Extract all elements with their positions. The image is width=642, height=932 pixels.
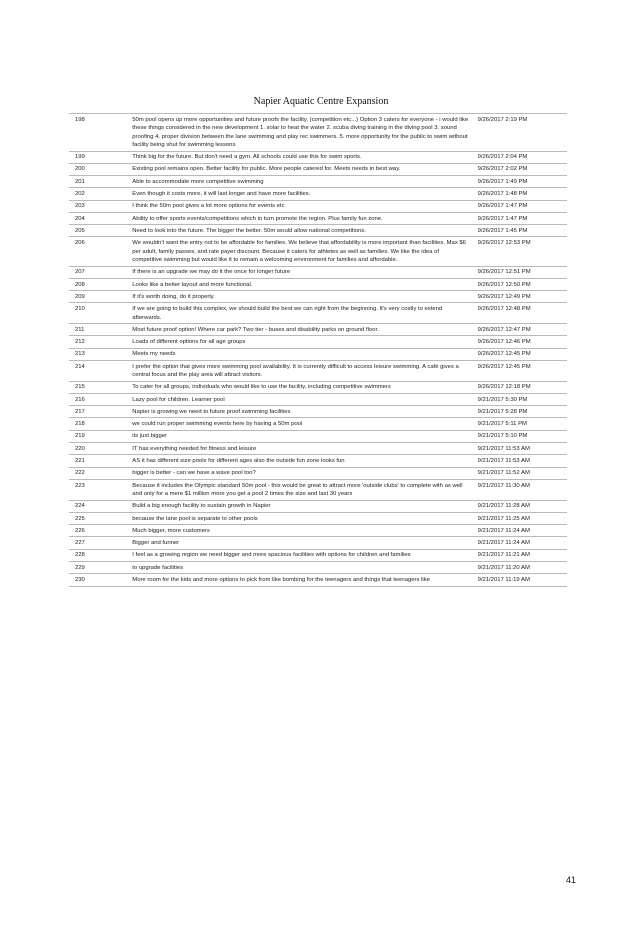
response-text: More room for the kids and more options to pick from like bombing for the teenagers and things that teenagers like bbox=[130, 574, 475, 586]
table-row bbox=[69, 443, 567, 455]
response-number: 205 bbox=[69, 225, 130, 237]
response-number: 201 bbox=[69, 176, 130, 188]
table-row bbox=[69, 336, 567, 348]
response-text: Even though it costs more, it will last longer and have more facilities. bbox=[130, 188, 475, 200]
response-number: 206 bbox=[69, 237, 130, 266]
response-text: Able to accommodate more competitive swimming bbox=[130, 176, 475, 188]
table-row bbox=[69, 393, 567, 405]
response-number: 203 bbox=[69, 200, 130, 212]
table-row bbox=[69, 574, 567, 586]
response-number: 223 bbox=[69, 479, 130, 500]
response-date: 9/26/2017 12:49 PM bbox=[476, 291, 567, 303]
response-number: 226 bbox=[69, 525, 130, 537]
response-text: Meets my needs bbox=[130, 348, 475, 360]
table-row bbox=[69, 561, 567, 573]
table-row bbox=[69, 266, 567, 278]
response-text: Ability to offer sports events/competitions which in turn promote the region. Plus family fun zone. bbox=[130, 212, 475, 224]
response-number: 217 bbox=[69, 406, 130, 418]
response-date: 9/26/2017 12:45 PM bbox=[476, 360, 567, 381]
response-date: 9/26/2017 12:18 PM bbox=[476, 381, 567, 393]
table-row bbox=[69, 500, 567, 512]
response-text: I think the 50m pool gives a lot more options for events etc bbox=[130, 200, 475, 212]
response-date: 9/26/2017 1:47 PM bbox=[476, 200, 567, 212]
response-number: 224 bbox=[69, 500, 130, 512]
response-text: because the lane pool is separate to other pools bbox=[130, 512, 475, 524]
response-number: 211 bbox=[69, 324, 130, 336]
responses-table bbox=[69, 113, 567, 587]
response-date: 9/26/2017 12:46 PM bbox=[476, 336, 567, 348]
response-date: 9/26/2017 12:47 PM bbox=[476, 324, 567, 336]
response-number: 222 bbox=[69, 467, 130, 479]
table-row bbox=[69, 225, 567, 237]
response-text: to upgrade facilities bbox=[130, 561, 475, 573]
response-date: 9/21/2017 11:20 AM bbox=[476, 561, 567, 573]
table-row bbox=[69, 455, 567, 467]
response-text: If we are going to build this complex, we should build the best we can right from the beginning. It's very costly to extend afterwards. bbox=[130, 303, 475, 324]
response-number: 204 bbox=[69, 212, 130, 224]
response-number: 207 bbox=[69, 266, 130, 278]
table-row bbox=[69, 176, 567, 188]
document-title: Napier Aquatic Centre Expansion bbox=[253, 96, 389, 107]
response-date: 9/26/2017 1:48 PM bbox=[476, 188, 567, 200]
response-date: 9/21/2017 11:21 AM bbox=[476, 549, 567, 561]
response-text: Napier is growing we need to future proof swimming facilities bbox=[130, 406, 475, 418]
response-date: 9/21/2017 11:52 AM bbox=[476, 467, 567, 479]
table-row bbox=[69, 188, 567, 200]
response-text: IT has everything needed for fitness and leisure bbox=[130, 443, 475, 455]
response-date: 9/26/2017 1:47 PM bbox=[476, 212, 567, 224]
table-row bbox=[69, 525, 567, 537]
table-row bbox=[69, 512, 567, 524]
response-date: 9/21/2017 11:53 AM bbox=[476, 443, 567, 455]
response-date: 9/21/2017 5:10 PM bbox=[476, 430, 567, 442]
response-date: 9/26/2017 12:45 PM bbox=[476, 348, 567, 360]
response-number: 225 bbox=[69, 512, 130, 524]
response-text: Lazy pool for children. Learner pool bbox=[130, 393, 475, 405]
table-row bbox=[69, 151, 567, 163]
table-row bbox=[69, 324, 567, 336]
response-text: Loads of different options for all age groups bbox=[130, 336, 475, 348]
response-date: 9/26/2017 2:19 PM bbox=[476, 114, 567, 152]
response-number: 228 bbox=[69, 549, 130, 561]
response-text: we could run proper swimming events here by having a 50m pool bbox=[130, 418, 475, 430]
response-number: 210 bbox=[69, 303, 130, 324]
response-number: 219 bbox=[69, 430, 130, 442]
response-text: Most future proof option! Where car park? Two tier - buses and disability parks on ground floor. bbox=[130, 324, 475, 336]
response-text: AS it has different size pools for different ages also the outside fun zone looks fun bbox=[130, 455, 475, 467]
table-row bbox=[69, 348, 567, 360]
response-text: Because it includes the Olympic standard 50m pool - this would be great to attract more 'outside clubs' to complete with as well and only for a mere $1 million more you get a pool 2 times the size and last 30 years bbox=[130, 479, 475, 500]
response-number: 221 bbox=[69, 455, 130, 467]
response-date: 9/26/2017 12:53 PM bbox=[476, 237, 567, 266]
table-row bbox=[69, 303, 567, 324]
response-date: 9/26/2017 1:45 PM bbox=[476, 225, 567, 237]
response-number: 230 bbox=[69, 574, 130, 586]
response-text: Much bigger, more customers bbox=[130, 525, 475, 537]
response-text: its just bigger bbox=[130, 430, 475, 442]
response-number: 213 bbox=[69, 348, 130, 360]
response-number: 209 bbox=[69, 291, 130, 303]
response-date: 9/26/2017 2:02 PM bbox=[476, 163, 567, 175]
response-text: Bigger and funner bbox=[130, 537, 475, 549]
response-text: Need to look into the future. The bigger the better. 50m would allow national competitions. bbox=[130, 225, 475, 237]
table-row bbox=[69, 467, 567, 479]
response-number: 216 bbox=[69, 393, 130, 405]
table-row bbox=[69, 418, 567, 430]
response-number: 212 bbox=[69, 336, 130, 348]
response-number: 220 bbox=[69, 443, 130, 455]
table-row bbox=[69, 200, 567, 212]
response-text: We wouldn't want the entry not to be affordable for families. We believe that affordability is more important than facilities. Max $6 per adult, family passes, and rate payer discount. Because it caters for athletes as well as families. We like the idea of competitive swimming but would like it to remain a welcoming environment for families and affordable. bbox=[130, 237, 475, 266]
table-row bbox=[69, 537, 567, 549]
response-number: 229 bbox=[69, 561, 130, 573]
table-row bbox=[69, 381, 567, 393]
response-number: 198 bbox=[69, 114, 130, 152]
page-number: 41 bbox=[566, 875, 577, 885]
response-text: Build a big enough facility to sustain growth in Napier bbox=[130, 500, 475, 512]
table-row bbox=[69, 549, 567, 561]
response-number: 208 bbox=[69, 278, 130, 290]
response-text: bigger is better - can we have a wave pool too? bbox=[130, 467, 475, 479]
response-number: 215 bbox=[69, 381, 130, 393]
response-text: If there is an upgrade we may do it the once for longer future bbox=[130, 266, 475, 278]
response-text: Think big for the future. But don't need a gym. All schools could use this for swim sports. bbox=[130, 151, 475, 163]
response-date: 9/21/2017 5:30 PM bbox=[476, 393, 567, 405]
table-row bbox=[69, 291, 567, 303]
table-row bbox=[69, 237, 567, 266]
table-row bbox=[69, 212, 567, 224]
response-text: I feel as a growing region we need bigger and more spacious facilities with options for children and families bbox=[130, 549, 475, 561]
responses-table-body bbox=[69, 114, 567, 587]
response-date: 9/21/2017 11:24 AM bbox=[476, 525, 567, 537]
response-text: Existing pool remains open. Better facility for public. More people catered for. Meets needs in best way. bbox=[130, 163, 475, 175]
response-number: 218 bbox=[69, 418, 130, 430]
response-date: 9/26/2017 12:51 PM bbox=[476, 266, 567, 278]
response-date: 9/26/2017 12:48 PM bbox=[476, 303, 567, 324]
table-row bbox=[69, 479, 567, 500]
response-date: 9/21/2017 5:28 PM bbox=[476, 406, 567, 418]
response-text: To cater for all groups, individuals who would like to use the facility, including competitive swimmers bbox=[130, 381, 475, 393]
table-row bbox=[69, 114, 567, 152]
response-number: 199 bbox=[69, 151, 130, 163]
table-row bbox=[69, 163, 567, 175]
response-date: 9/21/2017 11:30 AM bbox=[476, 479, 567, 500]
response-text: I prefer the option that gives more swimming pool availability. It is currently difficult to access leisure swimming. A café gives a central focus and the play area will attract visitors. bbox=[130, 360, 475, 381]
response-number: 200 bbox=[69, 163, 130, 175]
response-text: If it's worth doing, do it properly. bbox=[130, 291, 475, 303]
response-text: Looks like a better layout and more functional. bbox=[130, 278, 475, 290]
table-row bbox=[69, 360, 567, 381]
response-date: 9/21/2017 11:19 AM bbox=[476, 574, 567, 586]
response-date: 9/26/2017 1:49 PM bbox=[476, 176, 567, 188]
table-row bbox=[69, 406, 567, 418]
response-date: 9/26/2017 2:04 PM bbox=[476, 151, 567, 163]
response-date: 9/21/2017 5:11 PM bbox=[476, 418, 567, 430]
response-number: 227 bbox=[69, 537, 130, 549]
response-date: 9/26/2017 12:50 PM bbox=[476, 278, 567, 290]
response-number: 214 bbox=[69, 360, 130, 381]
response-date: 9/21/2017 11:25 AM bbox=[476, 512, 567, 524]
table-row bbox=[69, 430, 567, 442]
table-row bbox=[69, 278, 567, 290]
response-date: 9/21/2017 11:28 AM bbox=[476, 500, 567, 512]
response-number: 202 bbox=[69, 188, 130, 200]
response-date: 9/21/2017 11:53 AM bbox=[476, 455, 567, 467]
response-date: 9/21/2017 11:24 AM bbox=[476, 537, 567, 549]
response-text: 50m pool opens up more opportunities and future proofs the facility. (competition etc...) Option 3 caters for everyone - i would like these things considered in the new development 1. solar to heat the water 2. scuba diving training in the diving pool 3. sound proofing 4. proper division between the lane swimming and play rec swimmers. 5. more opportunity for the public to swim without facility being shut for swimming lessons bbox=[130, 114, 475, 152]
